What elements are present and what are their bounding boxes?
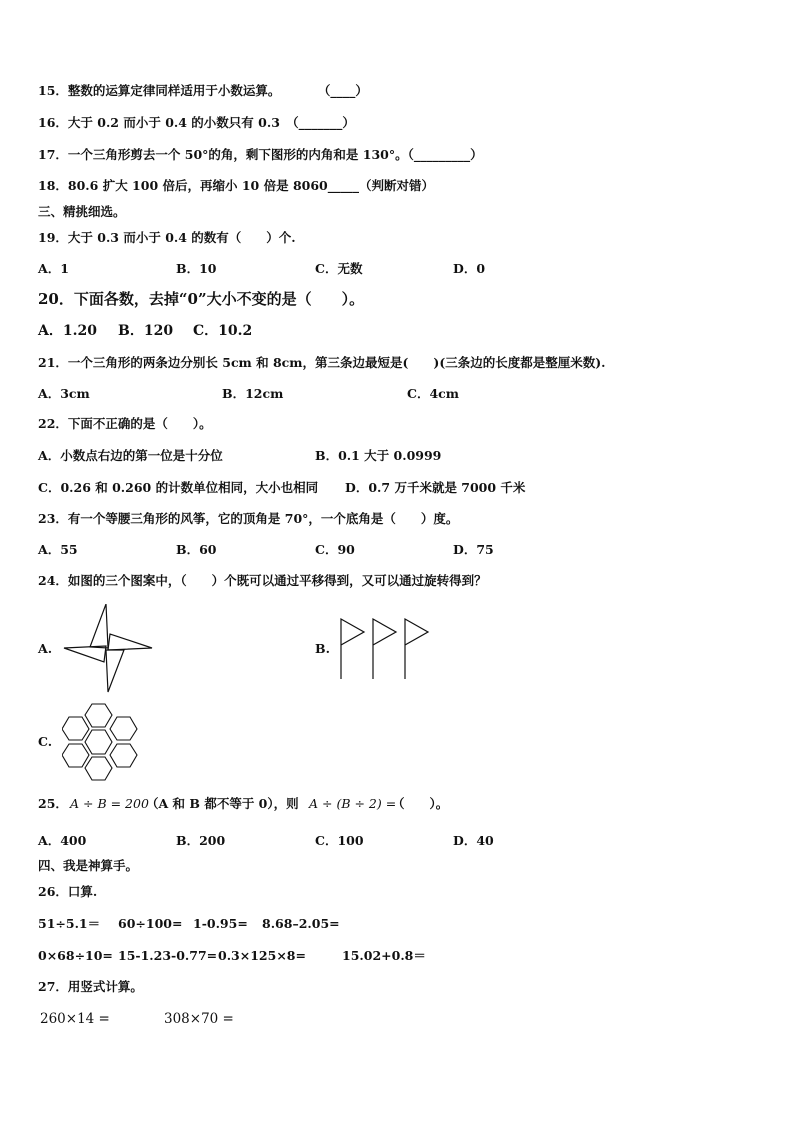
- q23-option-b: B．60: [176, 542, 217, 557]
- q25-equation-2: A ÷ (B ÷ 2) =: [309, 796, 397, 811]
- pinwheel-figure: [62, 604, 154, 694]
- q27-item: 308×70 =: [164, 1011, 234, 1027]
- q22-option-a: A．小数点右边的第一位是十分位: [38, 448, 223, 463]
- q22-option-c: C．0.26 和 0.260 的计数单位相同，大小也相同: [38, 480, 319, 495]
- section-4-heading: 四、我是神算手。: [38, 858, 139, 873]
- q26-item: 15-1.23-0.77=: [118, 948, 218, 963]
- question-19: 19．大于 0.3 而小于 0.4 的数有（ ）个.: [38, 230, 296, 245]
- q25-option-d: D．40: [453, 833, 494, 848]
- q22-option-b: B．0.1 大于 0.0999: [315, 448, 442, 463]
- q20-option-a: A．1.20: [38, 323, 97, 339]
- question-21: 21．一个三角形的两条边分别长 5cm 和 8cm，第三条边最短是( )(三条边的长度都是整厘米数).: [38, 355, 606, 370]
- question-23: 23．有一个等腰三角形的风筝，它的顶角是 70°，一个底角是（ ）度。: [38, 511, 459, 526]
- question-15: 15．整数的运算定律同样适用于小数运算。 （____）: [38, 83, 368, 98]
- q20-option-c: C．10.2: [193, 323, 253, 339]
- q26-item: 15.02+0.8＝: [342, 948, 426, 963]
- q19-option-a: A．1: [38, 261, 69, 276]
- q19-option-c: C．无数: [315, 261, 363, 276]
- q19-option-d: D．0: [453, 261, 486, 276]
- q25-option-b: B．200: [176, 833, 226, 848]
- q25-option-c: C．100: [315, 833, 364, 848]
- q23-option-a: A．55: [38, 542, 78, 557]
- q21-option-a: A．3cm: [38, 386, 90, 401]
- question-20: 20．下面各数，去掉“0”大小不变的是（ ）。: [38, 290, 365, 308]
- q25-condition: （A 和 B 都不等于 0），则: [146, 796, 299, 811]
- q26-item: 1-0.95=: [193, 916, 248, 931]
- question-18: 18．80.6 扩大 100 倍后，再缩小 10 倍是 8060_____（判断对错）: [38, 178, 434, 193]
- hexagons-figure: [62, 702, 138, 782]
- q25-number: 25．: [38, 796, 68, 811]
- q27-item: 260×14 =: [40, 1011, 110, 1027]
- q26-item: 8.68–2.05=: [262, 916, 340, 931]
- q26-item: 0.3×125×8=: [218, 948, 306, 963]
- q26-item: 0×68÷10=: [38, 948, 113, 963]
- q24-label-c: C.: [38, 734, 53, 749]
- question-26: 26．口算.: [38, 884, 98, 899]
- question-24: 24．如图的三个图案中，（ ）个既可以通过平移得到，又可以通过旋转得到？: [38, 573, 487, 588]
- question-27: 27．用竖式计算。: [38, 979, 143, 994]
- q26-item: 51÷5.1＝: [38, 916, 101, 931]
- q23-option-c: C．90: [315, 542, 355, 557]
- q25-blank: （ ）。: [392, 796, 449, 811]
- q22-option-d: D．0.7 万千米就是 7000 千米: [345, 480, 526, 495]
- q24-label-b: B.: [315, 641, 330, 656]
- question-16: 16．大于 0.2 而小于 0.4 的小数只有 0.3 （_______）: [38, 115, 355, 130]
- q26-item: 60÷100=: [118, 916, 183, 931]
- q25-equation-1: A ÷ B = 200: [70, 796, 149, 811]
- q25-option-a: A．400: [38, 833, 87, 848]
- q24-label-a: A.: [38, 641, 53, 656]
- question-17: 17．一个三角形剪去一个 50°的角，剩下图形的内角和是 130°。（_________）: [38, 147, 483, 162]
- q19-option-b: B．10: [176, 261, 217, 276]
- section-3-heading: 三、精挑细选。: [38, 204, 126, 219]
- question-22: 22．下面不正确的是（ ）。: [38, 416, 212, 431]
- q21-option-c: C．4cm: [407, 386, 459, 401]
- flags-figure: [336, 615, 432, 681]
- q23-option-d: D．75: [453, 542, 494, 557]
- q21-option-b: B．12cm: [222, 386, 284, 401]
- q20-option-b: B．120: [118, 323, 174, 339]
